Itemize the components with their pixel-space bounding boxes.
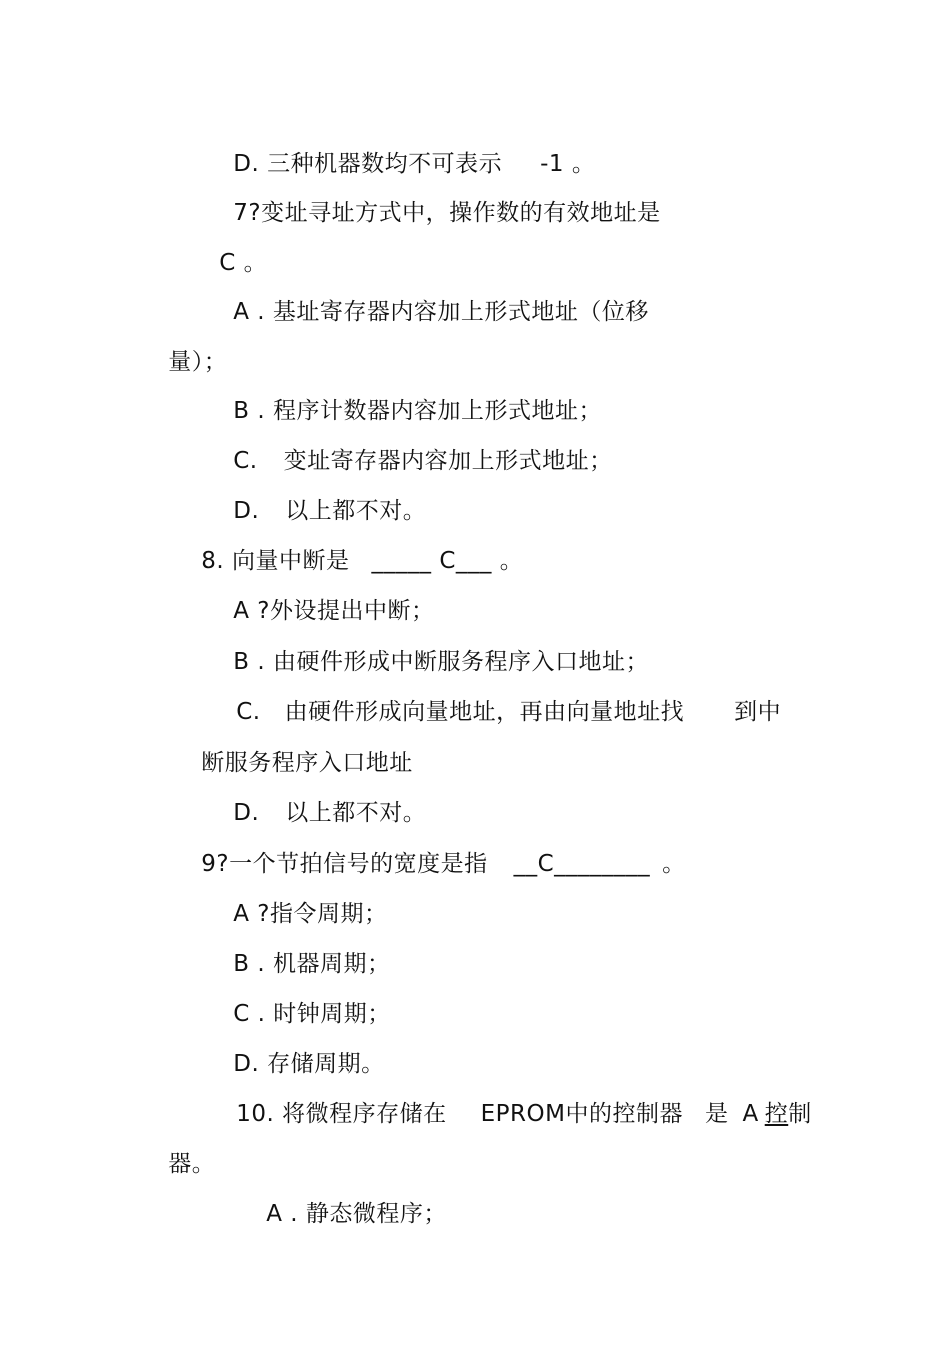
question-8-blank: _____ C___ 。	[371, 548, 524, 574]
option-b-q7-text: B . 程序计数器内容加上形式地址；	[233, 398, 602, 424]
option-d-q8-text: 以上都不对。	[285, 800, 427, 826]
option-a-q10-text: A . 静态微程序；	[266, 1201, 447, 1227]
option-a-q7-text: A . 基址寄存器内容加上形式地址（位移	[233, 299, 649, 325]
question-7-text: 7?变址寻址方式中，操作数的有效地址是	[233, 200, 661, 226]
option-a-q9-text: A ?指令周期；	[233, 901, 388, 927]
question-10	[205, 1069, 812, 1159]
question-8-text: 8. 向量中断是	[201, 548, 350, 574]
option-d-q7-letter: D.	[233, 498, 260, 524]
option-d-q7-text: 以上都不对。	[285, 498, 427, 524]
question-10-answer: A	[742, 1101, 759, 1127]
option-c-q7-letter: C.	[233, 448, 258, 474]
option-a-q10	[235, 1169, 447, 1259]
question-10-continued-text: 器。	[168, 1151, 216, 1177]
question-10-continued	[137, 1119, 215, 1209]
option-c-q8-text-end: 到中	[734, 699, 782, 725]
question-10-is: 是	[704, 1101, 729, 1127]
question-9-text: 9?一个节拍信号的宽度是指	[201, 851, 488, 877]
option-c-q8-continued-text: 断服务程序入口地址	[201, 750, 413, 776]
option-b-q8-text: B . 由硬件形成中断服务程序入口地址；	[233, 649, 649, 675]
option-b-q9-text: B . 机器周期；	[233, 951, 391, 977]
option-d-q6-text: D. 三种机器数均不可表示	[233, 151, 503, 177]
option-d-q6-value: -1 。	[540, 151, 596, 177]
option-d-q8-letter: D.	[233, 800, 260, 826]
question-10-eprom: EPROM中的控制器	[480, 1101, 683, 1127]
question-9-end: 。	[662, 851, 686, 877]
option-c-q9-text: C . 时钟周期；	[233, 1001, 391, 1027]
option-c-q7-text: 变址寄存器内容加上形式地址；	[283, 448, 613, 474]
question-10-text: 10. 将微程序存储在	[236, 1101, 447, 1127]
option-d-q9-text: D. 存储周期。	[233, 1051, 385, 1077]
option-c-q8-text: 由硬件形成向量地址，再由向量地址找	[284, 699, 685, 725]
option-a-q7	[202, 267, 649, 357]
question-10-end: 制	[788, 1101, 812, 1127]
question-7-answer-text: C 。	[219, 250, 268, 276]
option-a-q7-continued-text: 量）；	[168, 349, 228, 375]
question-9-blank: __C________	[513, 851, 651, 877]
option-a-q8-text: A ?外设提出中断；	[233, 598, 435, 624]
option-c-q8-letter: C.	[236, 699, 261, 725]
question-10-underlined-char: 控	[764, 1101, 789, 1127]
question-7	[202, 168, 661, 258]
